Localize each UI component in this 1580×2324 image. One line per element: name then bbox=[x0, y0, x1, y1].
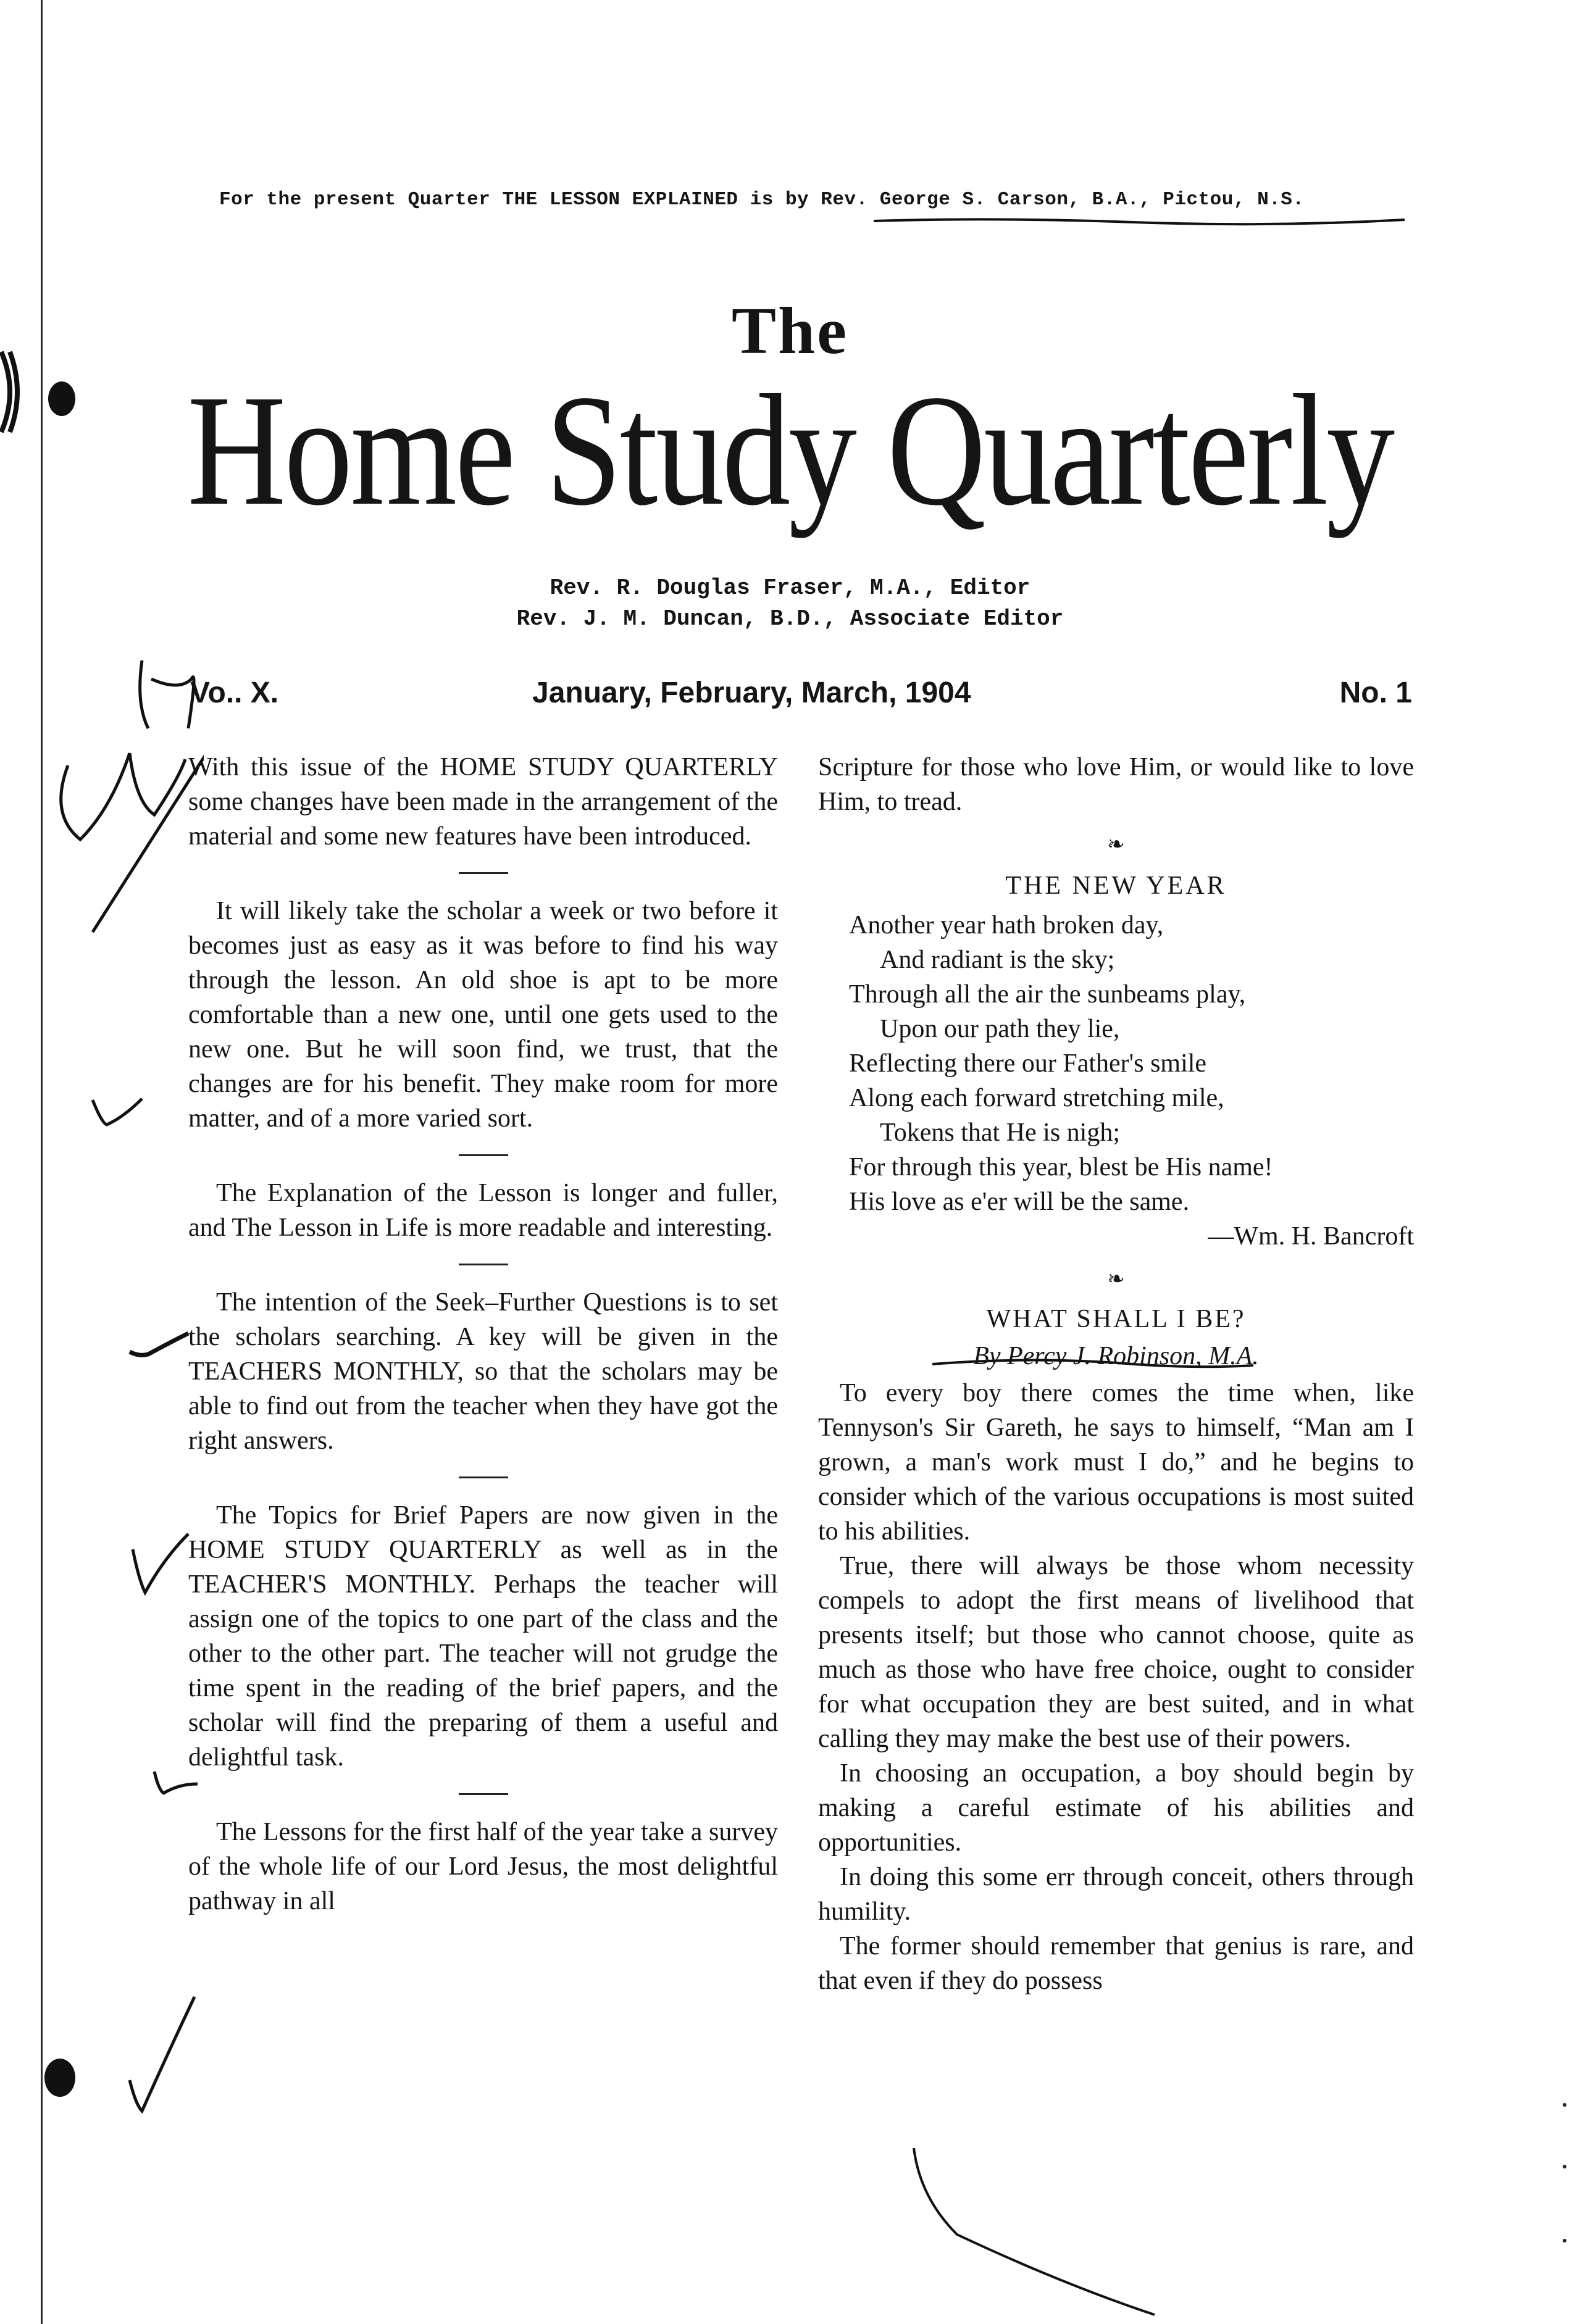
poem bbox=[849, 908, 1414, 1219]
punch-hole-bottom bbox=[44, 2059, 75, 2097]
poem-line: Tokens that He is nigh; bbox=[880, 1118, 1121, 1147]
poem-line: Another year hath broken day, bbox=[849, 911, 1164, 939]
poem-attribution: —Wm. H. Bancroft bbox=[1208, 1222, 1414, 1251]
poem-line: Reflecting there our Father's smile bbox=[849, 1049, 1207, 1078]
pen-stroke bbox=[908, 2136, 1167, 2321]
masthead-article: The bbox=[731, 294, 849, 368]
paragraph: The former should remember that genius is rare, and that even if they do possess bbox=[818, 1932, 1414, 1995]
fleuron-ornament: ❧ bbox=[1107, 1268, 1125, 1291]
check-mark-icon bbox=[151, 1765, 201, 1802]
divider bbox=[459, 1476, 508, 1478]
poem-line: Upon our path they lie, bbox=[880, 1015, 1120, 1043]
paragraph: True, there will always be those whom necessity compels to adopt the first means of livelihood that presents itself; but those who cannot choose, quite as much as those who have free choice, ought to consider for what occupation they are best suited, and in what calling they may make the best use of their powers. bbox=[818, 1552, 1414, 1753]
poem-line: His love as e'er will be the same. bbox=[849, 1188, 1190, 1216]
check-mark-icon bbox=[130, 1531, 191, 1599]
paragraph: In doing this some err through conceit, others through humility. bbox=[818, 1863, 1414, 1926]
poem-line: Along each forward stretching mile, bbox=[849, 1084, 1224, 1112]
editor-line: Rev. R. Douglas Fraser, M.A., Editor bbox=[550, 575, 1030, 601]
poem-line: And radiant is the sky; bbox=[880, 946, 1115, 974]
divider bbox=[459, 1793, 508, 1795]
divider bbox=[459, 1154, 508, 1156]
check-mark-icon bbox=[90, 1093, 145, 1130]
paragraph: In choosing an occupation, a boy should begin by making a careful estimate of his abilities and opportunities. bbox=[818, 1759, 1414, 1857]
volume-number: Vo.. X. bbox=[190, 677, 279, 709]
check-mark-icon bbox=[127, 1327, 191, 1364]
left-column bbox=[188, 750, 778, 1918]
lesson-credit-line: For the present Quarter THE LESSON EXPLAINED is by Rev. George S. Carson, B.A., Pictou, N.S. bbox=[219, 189, 1305, 210]
pen-underline bbox=[932, 1352, 1253, 1376]
divider bbox=[459, 1264, 508, 1265]
punch-hole-top bbox=[48, 381, 75, 416]
paragraph: To every boy there comes the time when, like Tennyson's Sir Gareth, he says to himself, “Man am I grown, a man's work must I do,” and he begins to consider which of the various occupations is most suited to his abilities. bbox=[818, 1379, 1414, 1546]
paragraph: The intention of the Seek–Further Questions is to set the scholars searching. A key will be given in the TEACHERS MONTHLY, so that the scholars may be able to find out from the teacher when they have got the right answers. bbox=[188, 1288, 778, 1455]
article-byline: By Percy J. Robinson, M.A. bbox=[973, 1342, 1259, 1370]
pen-underline bbox=[874, 216, 1405, 230]
fleuron-ornament: ❧ bbox=[1107, 833, 1125, 856]
paragraph-continuation: Scripture for those who love Him, or would like to love Him, to tread. bbox=[818, 753, 1414, 816]
article-title: WHAT SHALL I BE? bbox=[986, 1305, 1246, 1333]
associate-editor-line: Rev. J. M. Duncan, B.D., Associate Editor bbox=[516, 606, 1064, 631]
handwritten-scribble bbox=[43, 654, 204, 944]
paragraph: It will likely take the scholar a week or two before it becomes just as easy as it was before to find his way through the lesson. An old shoe is apt to be more comfortable than a new one, until one gets used to the new one. But he will soon find, we trust, that the changes are for his benefit. They make room for more matter, and of a more varied sort. bbox=[188, 897, 778, 1133]
poem-line: For through this year, blest be His name! bbox=[849, 1153, 1273, 1181]
poem-title: THE NEW YEAR bbox=[1005, 872, 1227, 900]
issue-date: January, February, March, 1904 bbox=[532, 677, 971, 709]
edge-specks bbox=[1561, 2099, 1568, 2253]
poem-line: Through all the air the sunbeams play, bbox=[849, 980, 1246, 1009]
paragraph: With this issue of the HOME STUDY QUARTERLY some changes have been made in the arrangement of the material and some new features have been introduced. bbox=[188, 753, 778, 851]
check-mark-icon bbox=[117, 1994, 198, 2117]
masthead-title: Home Study Quarterly bbox=[187, 362, 1393, 538]
divider bbox=[459, 872, 508, 874]
issue-line bbox=[186, 676, 1412, 713]
paragraph: The Lessons for the first half of the year take a survey of the whole life of our Lord Jesus, the most delightful pathway in all bbox=[188, 1818, 778, 1915]
paragraph: The Topics for Brief Papers are now given in the HOME STUDY QUARTERLY as well as in the TEACHER'S MONTHLY. Perhaps the teacher will assign one of the topics to one part of the class and the other to the other part. The teacher will not grudge the time spent in the reading of the brief papers, and the scholar will find the preparing of them a useful and delightful task. bbox=[188, 1501, 778, 1772]
editors-block bbox=[0, 573, 1580, 635]
issue-number: No. 1 bbox=[1339, 677, 1412, 709]
paragraph: The Explanation of the Lesson is longer and fuller, and The Lesson in Life is more readable and interesting. bbox=[188, 1179, 778, 1242]
